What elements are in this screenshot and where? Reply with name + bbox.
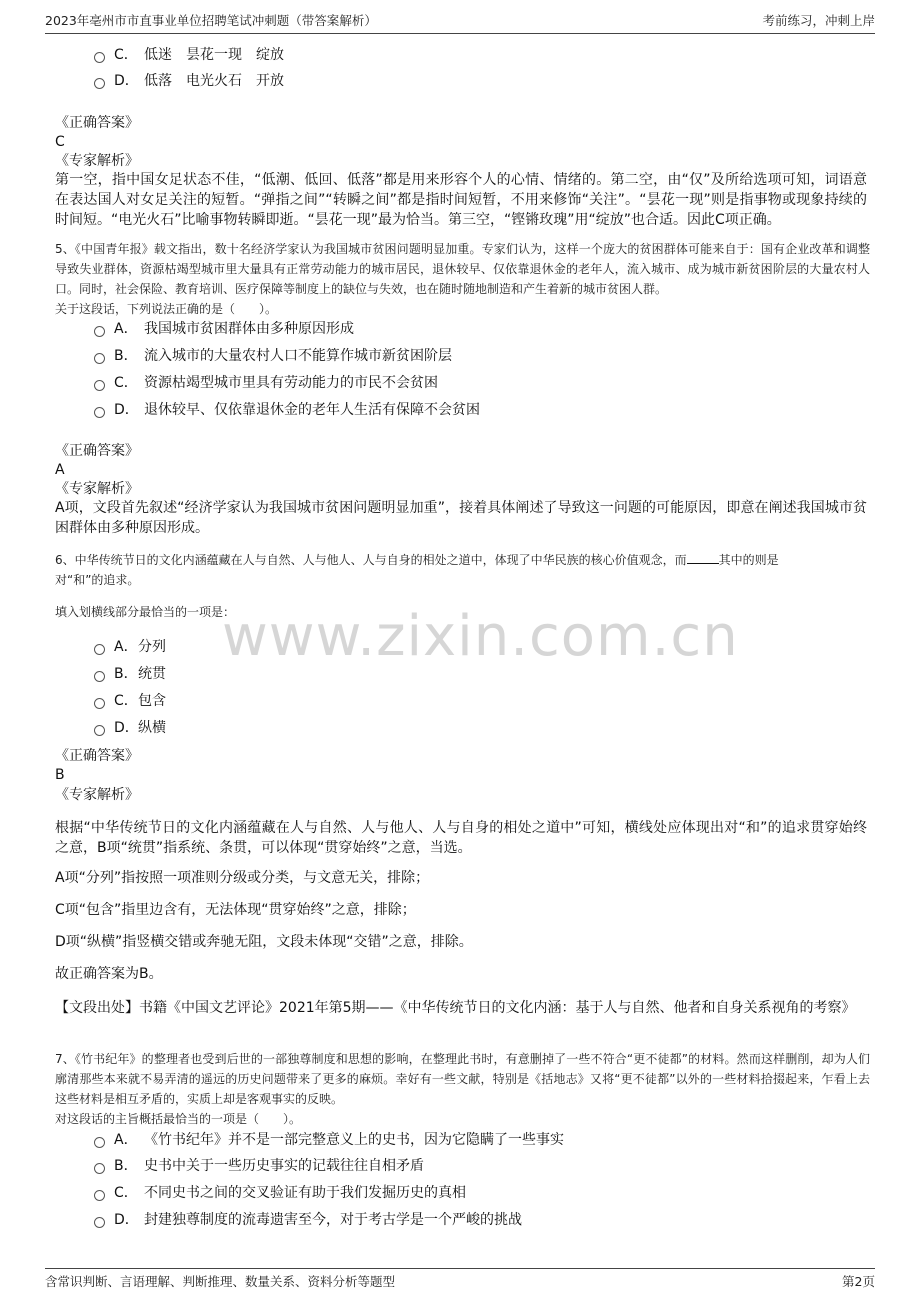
q5-prompt: 关于这段话，下列说法正确的是（ ）。 [55, 302, 278, 316]
page-number: 第2页 [842, 1274, 875, 1289]
q5-analysis-label: 《专家解析》 [55, 481, 139, 497]
radio-icon[interactable] [94, 353, 105, 364]
radio-icon[interactable] [94, 52, 105, 63]
radio-icon[interactable] [94, 1163, 105, 1174]
header-title: 2023年亳州市市直事业单位招聘笔试冲刺题（带答案解析） [45, 13, 377, 28]
radio-icon[interactable] [94, 698, 105, 709]
q6-answer: B [55, 767, 65, 783]
q6-analysis-p4: D项“纵横”指竖横交错或奔驰无阻，文段未体现“交错”之意，排除。 [55, 934, 473, 950]
q6-option-a[interactable]: A．分列 [94, 637, 166, 657]
q6-stem: 6、中华传统节日的文化内涵蕴藏在人与自然、人与他人、人与自身的相处之道中，体现了中华民族的核心价值观念，而 其中的则是 对“和”的追求。 [55, 553, 779, 587]
q6-prompt: 填入划横线部分最恰当的一项是： [55, 605, 236, 619]
q5-answer: A [55, 462, 65, 478]
radio-icon[interactable] [94, 1217, 105, 1228]
q5-option-b[interactable]: B． 流入城市的大量农村人口不能算作城市新贫困阶层 [94, 346, 452, 366]
q7-option-c[interactable]: C． 不同史书之间的交叉验证有助于我们发掘历史的真相 [94, 1183, 466, 1203]
q6-analysis-p3: C项“包含”指里边含有，无法体现“贯穿始终”之意，排除； [55, 902, 416, 918]
q7-stem: 7、《竹书纪年》的整理者也受到后世的一部独尊制度和思想的影响，在整理此书时，有意删掉了一些不符合“更不徒都”的材料。然而这样删削，却为人们廓清那些本来就不易弄清的遥远的历史问题带来了更多的麻烦。幸好有一些文献，特别是《括地志》又将“更不徒都”以外的一些材料拾掇起来，乍看上去这些材料是相互矛盾的，实质上却是客观事实的反映。 [55, 1052, 870, 1106]
q5-analysis: A项，文段首先叙述“经济学家认为我国城市贫困问题明显加重”，接着具体阐述了导致这一问题的可能原因，即意在阐述我国城市贫困群体由多种原因形成。 [55, 500, 867, 536]
header-slogan: 考前练习，冲刺上岸 [762, 13, 875, 28]
q4-option-d[interactable]: D． 低落 电光火石 开放 [94, 71, 284, 91]
header-divider [45, 33, 875, 34]
q7-option-d[interactable]: D． 封建独尊制度的流毒遗害至今，对于考古学是一个严峻的挑战 [94, 1210, 522, 1230]
q6-analysis-label: 《专家解析》 [55, 787, 139, 803]
q4-analysis-label: 《专家解析》 [55, 153, 139, 169]
q5-answer-label: 《正确答案》 [55, 443, 139, 459]
q6-option-c[interactable]: C．包含 [94, 691, 166, 711]
fill-blank [687, 563, 719, 564]
q7-option-b[interactable]: B． 史书中关于一些历史事实的记载往往自相矛盾 [94, 1156, 424, 1176]
q5-option-c[interactable]: C． 资源枯竭型城市里具有劳动能力的市民不会贫困 [94, 373, 438, 393]
q6-option-b[interactable]: B．统贯 [94, 664, 166, 684]
q4-analysis: 第一空，指中国女足状态不佳，“低潮、低回、低落”都是用来形容个人的心情、情绪的。第二空，由“仅”及所给选项可知，词语意在表达国人对女足关注的短暂。“弹指之间”“转瞬之间”都是指时间短暂，不用来修饰“关注”。“昙花一现”则是指事物或现象持续的时间短。“电光火石”比喻事物转瞬即逝。“昙花一现”最为恰当。第三空，“铿锵玫瑰”用“绽放”也合适。因此C项正确。 [55, 172, 867, 228]
q4-answer-label: 《正确答案》 [55, 115, 139, 131]
q7-prompt: 对这段话的主旨概括最恰当的一项是（ ）。 [55, 1112, 302, 1126]
q5-stem: 5、《中国青年报》载文指出，数十名经济学家认为我国城市贫困问题明显加重。专家们认为，这样一个庞大的贫困群体可能来自于：国有企业改革和调整导致失业群体，资源枯竭型城市里大量具有正常劳动能力的城市居民，退休较早、仅依靠退休金的老年人，流入城市、成为城市新贫困阶层的大量农村人口。同时，社会保险、教育培训、医疗保障等制度上的缺位与失效，也在随时随地制造和产生着新的城市贫困人群。 [55, 242, 870, 296]
radio-icon[interactable] [94, 1137, 105, 1148]
q6-analysis-p2: A项“分列”指按照一项准则分级或分类，与文意无关，排除； [55, 870, 430, 886]
q6-analysis-p1: 根据“中华传统节日的文化内涵蕴藏在人与自然、人与他人、人与自身的相处之道中”可知，横线处应体现出对“和”的追求贯穿始终之意，B项“统贯”指系统、条贯，可以体现“贯穿始终”之意，当选。 [55, 820, 867, 856]
q5-option-d[interactable]: D． 退休较早、仅依靠退休金的老年人生活有保障不会贫困 [94, 400, 480, 420]
q6-option-d[interactable]: D．纵横 [94, 718, 166, 738]
q7-option-a[interactable]: A． 《竹书纪年》并不是一部完整意义上的史书，因为它隐瞒了一些事实 [94, 1130, 564, 1150]
q6-analysis-p5: 故正确答案为B。 [55, 966, 163, 982]
q5-option-a[interactable]: A． 我国城市贫困群体由多种原因形成 [94, 319, 354, 339]
radio-icon[interactable] [94, 380, 105, 391]
q4-option-c[interactable]: C． 低迷 昙花一现 绽放 [94, 45, 284, 65]
watermark: www.zixin.com.cn [222, 604, 739, 669]
radio-icon[interactable] [94, 671, 105, 682]
q6-source: 【文段出处】书籍《中国文艺评论》2021年第5期——《中华传统节日的文化内涵：基于人与自然、他者和自身关系视角的考察》 [55, 1000, 856, 1016]
footer-divider [45, 1268, 875, 1269]
radio-icon[interactable] [94, 407, 105, 418]
footer-note: 含常识判断、言语理解、判断推理、数量关系、资料分析等题型 [45, 1274, 396, 1289]
radio-icon[interactable] [94, 78, 105, 89]
q6-answer-label: 《正确答案》 [55, 748, 139, 764]
q4-answer: C [55, 134, 65, 150]
radio-icon[interactable] [94, 326, 105, 337]
radio-icon[interactable] [94, 644, 105, 655]
radio-icon[interactable] [94, 1190, 105, 1201]
radio-icon[interactable] [94, 725, 105, 736]
